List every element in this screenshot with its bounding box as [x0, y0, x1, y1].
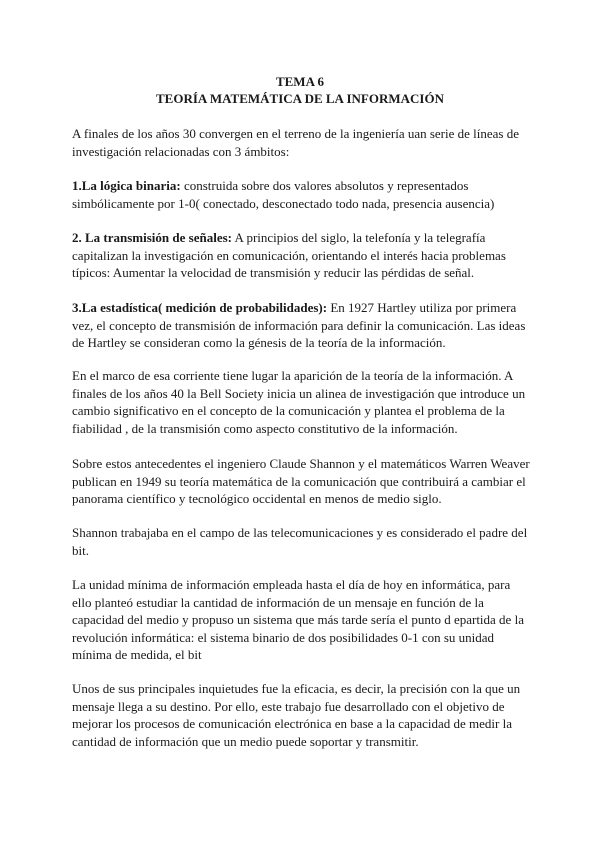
- paragraph-lead: 3.La estadística( medición de probabilidades):: [72, 300, 328, 315]
- paragraph-body: En 1927 Hartley utiliza por primera vez, el concepto de transmisión de información para definir la comunicación. Las ideas de Hartley se consideran como la génesis de la teoría de la información.: [72, 300, 526, 351]
- paragraph-teoria-informacion: En el marco de esa corriente tiene lugar la aparición de la teoría de la información. A finales de los años 40 la Bell Society inicia un alinea de investigación que introduce un cambio significativo en el concepto de la comunicación y plantea el problema de la fiabilidad , de la transmisión como aspecto constitutivo de la información.: [72, 368, 526, 436]
- paragraph-logica-binaria: [72, 177, 532, 212]
- paragraph-lead: 2. La transmisión de señales:: [72, 230, 232, 245]
- paragraph-body: construida sobre dos valores absolutos y representados simbólicamente por 1-0( conectado, desconectado todo nada, presencia ausencia): [72, 178, 495, 211]
- paragraph-padre-bit: Shannon trabajaba en el campo de las telecomunicaciones y es considerado el padre del bit.: [72, 525, 528, 558]
- paragraph-eficacia: Unos de sus principales inquietudes fue la eficacia, es decir, la precisión con la que un mensaje llega a su destino. Por ello, este trabajo fue desarrollado con el objetivo de mejorar los procesos de comunicación electrónica en base a la capacidad de medir la cantidad de información que un medio puede soportar y transmitir.: [72, 681, 521, 749]
- paragraph-transmision-senales: [72, 229, 532, 282]
- paragraph-unidad-minima: La unidad mínima de información empleada hasta el día de hoy en informática, para ello planteó estudiar la cantidad de información de un mensaje en función de la capacidad del medio y propuso un sistema que más tarde sería el punto d epartida de la revolución informática: el sistema binario de dos posibilidades 0-1 con su unidad mínima de medida, el bit: [72, 577, 524, 663]
- topic-heading: TEMA 6: [275, 74, 325, 89]
- paragraph-intro: A finales de los años 30 convergen en el terreno de la ingeniería uan serie de líneas de investigación relacionadas con 3 ámbitos:: [72, 126, 520, 159]
- page-title: TEORÍA MATEMÁTICA DE LA INFORMACIÓN: [156, 91, 444, 106]
- paragraph-estadistica: [72, 299, 532, 352]
- paragraph-shannon-weaver: Sobre estos antecedentes el ingeniero Claude Shannon y el matemáticos Warren Weaver publican en 1949 su teoría matemática de la comunicación que contribuirá a cambiar el panorama científico y tecnológico occidental en menos de medio siglo.: [72, 456, 530, 507]
- paragraph-body: A principios del siglo, la telefonía y la telegrafía capitalizan la investigación en comunicación, orientando el interés hacia problemas típicos: Aumentar la velocidad de transmisión y reducir las pérdidas de señal.: [72, 230, 506, 281]
- document-header: [0, 73, 600, 107]
- paragraph-lead: 1.La lógica binaria:: [72, 178, 181, 193]
